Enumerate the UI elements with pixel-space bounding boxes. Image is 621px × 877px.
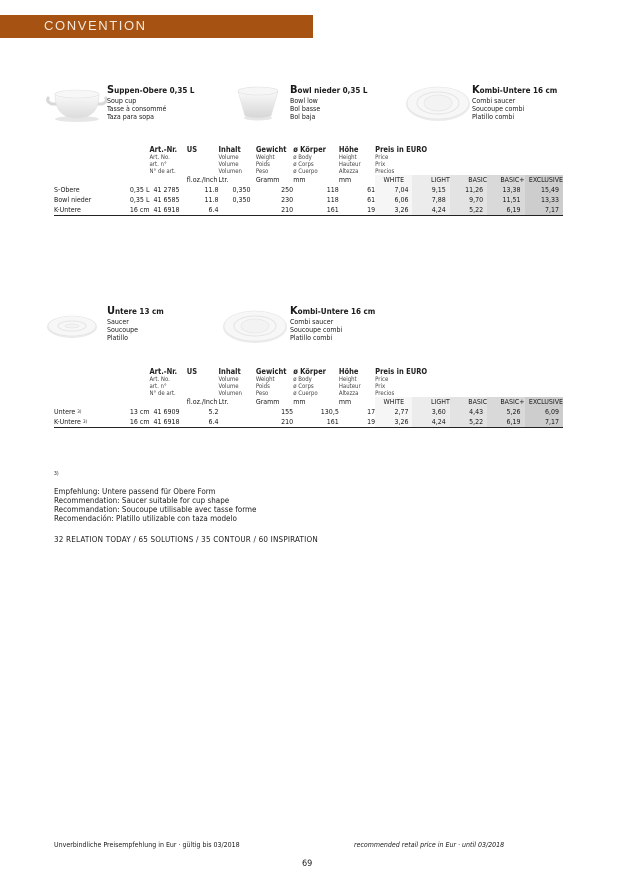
- volume-value: [219, 407, 256, 417]
- column-header-translation: Weight: [255, 376, 275, 383]
- empty-cell: [54, 175, 118, 185]
- unit-weight: Gramm: [255, 398, 280, 406]
- weight-value: 250: [281, 185, 294, 194]
- unit-us: fl.oz./Inch: [186, 176, 218, 184]
- column-header-translation: Poids: [255, 161, 270, 168]
- price-light: 4,24: [412, 417, 449, 428]
- price-basicp: 11,51: [487, 195, 524, 205]
- column-header-main: Gewicht: [255, 367, 287, 376]
- column-header-main: Inhalt: [218, 145, 241, 154]
- product-title-initial: K: [472, 83, 480, 96]
- product-title-rest: owl nieder 0,35 L: [297, 86, 368, 95]
- price-table-1: [54, 145, 563, 216]
- bowl-image: [235, 82, 281, 126]
- column-header-price: [375, 367, 563, 397]
- price-tier-header: BASIC: [450, 175, 487, 185]
- note-fr: Recommandation: Soucoupe utilisable avec tasse forme: [54, 505, 257, 514]
- product-title: [290, 83, 368, 96]
- us-value: 11.8: [204, 195, 219, 204]
- product-title: [107, 83, 195, 96]
- body-diameter-value: 130,5: [320, 407, 339, 416]
- price-tier-header: BASIC+: [487, 397, 524, 407]
- price-basic: 11,26: [450, 185, 487, 195]
- product-description-line: Soucoupe combi: [290, 326, 343, 334]
- us-value: 11.8: [204, 185, 219, 194]
- price-white: 3,26: [375, 417, 412, 428]
- column-header-translation: Prix: [375, 161, 386, 168]
- price-table-2: [54, 367, 563, 428]
- row-name: [54, 205, 118, 216]
- unit-us: fl.oz./Inch: [186, 398, 218, 406]
- product-description-line: Bol basse: [290, 105, 321, 113]
- item-size: 13 cm: [129, 407, 150, 416]
- column-header-weight: [256, 145, 293, 175]
- article-number: 41 6585: [153, 195, 180, 204]
- product-title: [107, 304, 164, 317]
- body-diameter-value: 161: [293, 205, 339, 216]
- footer-price-note-en: recommended retail price in Eur · until 03/2018: [354, 841, 505, 849]
- price-tier-header: BASIC+: [487, 175, 524, 185]
- column-header-translation: Height: [338, 154, 357, 161]
- column-header-translation: Precios: [375, 390, 395, 397]
- item-size: 16 cm: [118, 417, 149, 428]
- note-en: Recommendation: Saucer suitable for cup shape: [54, 496, 230, 505]
- table-row: [54, 417, 563, 428]
- column-header-main: Preis in EURO: [375, 145, 428, 154]
- column-header-translation: Volumen: [218, 390, 242, 397]
- unit-volume: Ltr.: [218, 176, 229, 184]
- price-tier-header: WHITE: [375, 175, 412, 185]
- unit-body: mm: [293, 398, 306, 406]
- product-title-rest: ombi-Untere 16 cm: [297, 307, 376, 316]
- column-header-art-nr: [149, 145, 186, 175]
- body-diameter-value: 118: [326, 195, 339, 204]
- column-header-height: [339, 367, 375, 397]
- column-header-body-diameter: [293, 367, 339, 397]
- column-header-main: Gewicht: [255, 145, 287, 154]
- column-header-main: Höhe: [338, 145, 359, 154]
- column-header-price: [375, 145, 563, 175]
- item-name: K-Untere: [54, 205, 81, 214]
- column-header-translation: Price: [375, 376, 389, 383]
- price-basic: 4,43: [450, 407, 487, 417]
- item-size: 0,35 L: [129, 195, 150, 204]
- table-header-row: [54, 145, 563, 175]
- body-diameter-value: 161: [293, 417, 339, 428]
- product-title-rest: uppen-Obere 0,35 L: [114, 86, 195, 95]
- column-header-main: ø Körper: [293, 145, 326, 154]
- row-name: [54, 185, 118, 195]
- article-number: 41 6909: [153, 407, 180, 416]
- column-header-main: Preis in EURO: [375, 367, 428, 376]
- product-description-line: Soucoupe combi: [472, 105, 525, 113]
- column-header-volume: [219, 145, 256, 175]
- column-header-translation: Volumen: [218, 168, 242, 175]
- price-exclusive: 7,17: [525, 205, 563, 216]
- item-size: 16 cm: [118, 205, 149, 216]
- table-unit-row: [54, 397, 563, 407]
- column-header-main: Höhe: [338, 367, 359, 376]
- column-header-translation: Precios: [375, 168, 395, 175]
- price-basic: 9,70: [450, 195, 487, 205]
- height-value: 19: [339, 205, 375, 216]
- product-title-initial: S: [107, 83, 115, 96]
- product-description-line: Platillo combi: [472, 113, 515, 121]
- product-description-line: Combi saucer: [472, 97, 516, 105]
- column-header-main: Art.-Nr.: [149, 145, 178, 154]
- column-header-us: [187, 367, 219, 397]
- price-light: 9,15: [412, 185, 449, 195]
- price-basicp: 6,19: [487, 417, 524, 428]
- column-header-translation: ø Body: [293, 376, 312, 383]
- product-title-initial: U: [107, 304, 116, 317]
- empty-cell: [149, 397, 186, 407]
- price-exclusive: 13,33: [525, 195, 563, 205]
- product-description-line: Combi saucer: [290, 318, 334, 326]
- product-description-line: Tasse à consommé: [107, 105, 167, 113]
- table-row: [54, 185, 563, 195]
- column-header-translation: ø Corps: [293, 383, 314, 390]
- price-basicp: 13,38: [487, 185, 524, 195]
- empty-cell: [54, 397, 118, 407]
- row-name: [54, 195, 118, 205]
- soup-cup-image: [44, 82, 110, 126]
- height-value: 17: [367, 407, 376, 416]
- column-header-main: ø Körper: [293, 367, 326, 376]
- column-header-translation: Height: [338, 376, 357, 383]
- column-header-height: [339, 145, 375, 175]
- empty-cell: [118, 145, 149, 175]
- product-description-line: Taza para sopa: [107, 113, 155, 121]
- unit-body: mm: [293, 176, 306, 184]
- column-header-translation: ø Body: [293, 154, 312, 161]
- column-header-us: [187, 145, 219, 175]
- price-tier-header: EXCLUSIVE: [525, 175, 563, 185]
- volume-value: 0,350: [232, 185, 251, 194]
- footnote-reference: 3): [77, 409, 82, 415]
- item-name: Untere: [54, 407, 76, 416]
- price-tier-header: LIGHT: [412, 397, 449, 407]
- product-title-rest: ombi-Untere 16 cm: [479, 86, 558, 95]
- column-header-translation: N° de art.: [149, 390, 176, 397]
- unit-weight: Gramm: [255, 176, 280, 184]
- footnote-reference: 3): [82, 419, 88, 425]
- volume-value: [219, 205, 256, 216]
- empty-cell: [118, 367, 149, 397]
- weight-value: 155: [281, 407, 294, 416]
- product-title: [472, 83, 558, 96]
- volume-value: [219, 417, 256, 428]
- row-name: [54, 407, 118, 417]
- height-value: 61: [367, 185, 376, 194]
- price-basicp: 6,19: [487, 205, 524, 216]
- volume-value: 0,350: [232, 195, 251, 204]
- empty-cell: [54, 145, 118, 175]
- column-header-translation: Altezza: [338, 168, 359, 175]
- price-tier-header: WHITE: [375, 397, 412, 407]
- product-description-line: Platillo: [107, 334, 128, 342]
- unit-height: mm: [338, 398, 352, 406]
- column-header-translation: Price: [375, 154, 389, 161]
- column-header-translation: Peso: [255, 390, 269, 397]
- empty-cell: [118, 397, 149, 407]
- article-number: 41 6918: [149, 205, 186, 216]
- price-basic: 5,22: [450, 417, 487, 428]
- weight-value: 210: [256, 417, 293, 428]
- product-description-line: Soup cup: [107, 97, 137, 105]
- column-header-weight: [256, 367, 293, 397]
- column-header-translation: Art. No.: [149, 376, 170, 383]
- row-name: [54, 417, 118, 428]
- price-exclusive: 7,17: [525, 417, 563, 428]
- column-header-volume: [219, 367, 256, 397]
- column-header-translation: Weight: [255, 154, 275, 161]
- column-header-translation: Hauteur: [338, 161, 361, 168]
- table-unit-row: [54, 175, 563, 185]
- product-title: [290, 304, 376, 317]
- height-value: 19: [339, 417, 375, 428]
- column-header-translation: Hauteur: [338, 383, 361, 390]
- column-header-translation: Art. No.: [149, 154, 170, 161]
- note-es: Recomendación: Platillo utilizable con taza modelo: [54, 514, 237, 523]
- note-de: Empfehlung: Untere passend für Obere Form: [54, 487, 216, 496]
- item-size: 0,35 L: [129, 185, 150, 194]
- price-basicp: 5,26: [487, 407, 524, 417]
- product-title-rest: ntere 13 cm: [115, 307, 164, 316]
- weight-value: 210: [256, 205, 293, 216]
- column-header-translation: art. n°: [149, 383, 167, 390]
- table-row: [54, 195, 563, 205]
- product-title-initial: B: [290, 83, 298, 96]
- column-header-body-diameter: [293, 145, 339, 175]
- column-header-translation: Volume: [218, 154, 239, 161]
- unit-volume: Ltr.: [218, 398, 229, 406]
- unit-height: mm: [338, 176, 352, 184]
- price-white: 6,06: [375, 195, 412, 205]
- banner-title: CONVENTION: [44, 18, 147, 33]
- empty-cell: [54, 367, 118, 397]
- item-name: S-Obere: [54, 185, 80, 194]
- empty-cell: [149, 175, 186, 185]
- item-name: Bowl nieder: [54, 195, 92, 204]
- product-title-initial: K: [290, 304, 298, 317]
- column-header-translation: ø Cuerpo: [293, 390, 318, 397]
- us-value: 6.4: [187, 417, 219, 428]
- price-exclusive: 6,09: [525, 407, 563, 417]
- product-description-line: Platillo combi: [290, 334, 333, 342]
- column-header-translation: Poids: [255, 383, 270, 390]
- column-header-translation: N° de art.: [149, 168, 176, 175]
- price-white: 2,77: [375, 407, 412, 417]
- page-number: 69: [302, 859, 313, 869]
- column-header-translation: art. n°: [149, 161, 167, 168]
- table-row: [54, 407, 563, 417]
- price-light: 7,88: [412, 195, 449, 205]
- column-header-translation: Volume: [218, 376, 239, 383]
- body-diameter-value: 118: [326, 185, 339, 194]
- related-series: 32 RELATION TODAY / 65 SOLUTIONS / 35 CONTOUR / 60 INSPIRATION: [54, 535, 318, 544]
- price-exclusive: 15,49: [525, 185, 563, 195]
- price-white: 3,26: [375, 205, 412, 216]
- product-description-line: Soucoupe: [107, 326, 139, 334]
- column-header-main: Inhalt: [218, 367, 241, 376]
- section-banner: [0, 15, 313, 38]
- article-number: 41 2785: [153, 185, 180, 194]
- footer-price-note-de: Unverbindliche Preisempfehlung in Eur · gültig bis 03/2018: [54, 841, 240, 849]
- article-number: 41 6918: [149, 417, 186, 428]
- saucer-image: [222, 307, 288, 349]
- table-header-row: [54, 367, 563, 397]
- column-header-translation: Volume: [218, 383, 239, 390]
- price-light: 4,24: [412, 205, 449, 216]
- weight-value: 230: [281, 195, 294, 204]
- height-value: 61: [367, 195, 376, 204]
- recommendation-notes: [54, 487, 256, 523]
- column-header-art-nr: [149, 367, 186, 397]
- product-description-line: Bowl low: [290, 97, 318, 105]
- saucer-image: [46, 312, 98, 344]
- column-header-translation: Altezza: [338, 390, 359, 397]
- table-row: [54, 205, 563, 216]
- saucer-image: [405, 83, 471, 127]
- product-description-line: Saucer: [107, 318, 129, 326]
- price-light: 3,60: [412, 407, 449, 417]
- us-value: 5.2: [208, 407, 219, 416]
- column-header-translation: Peso: [255, 168, 269, 175]
- price-tier-header: LIGHT: [412, 175, 449, 185]
- price-white: 7,04: [375, 185, 412, 195]
- empty-cell: [118, 175, 149, 185]
- product-description-line: Bol baja: [290, 113, 316, 121]
- column-header-translation: Prix: [375, 383, 386, 390]
- column-header-main: Art.-Nr.: [149, 367, 178, 376]
- column-header-main: US: [186, 367, 198, 376]
- column-header-translation: ø Corps: [293, 161, 314, 168]
- column-header-translation: Volume: [218, 161, 239, 168]
- column-header-main: US: [186, 145, 198, 154]
- footnote-marker: 3): [54, 471, 59, 477]
- price-tier-header: EXCLUSIVE: [525, 397, 563, 407]
- price-basic: 5,22: [450, 205, 487, 216]
- item-name: K-Untere: [54, 417, 81, 426]
- us-value: 6.4: [187, 205, 219, 216]
- column-header-translation: ø Cuerpo: [293, 168, 318, 175]
- price-tier-header: BASIC: [450, 397, 487, 407]
